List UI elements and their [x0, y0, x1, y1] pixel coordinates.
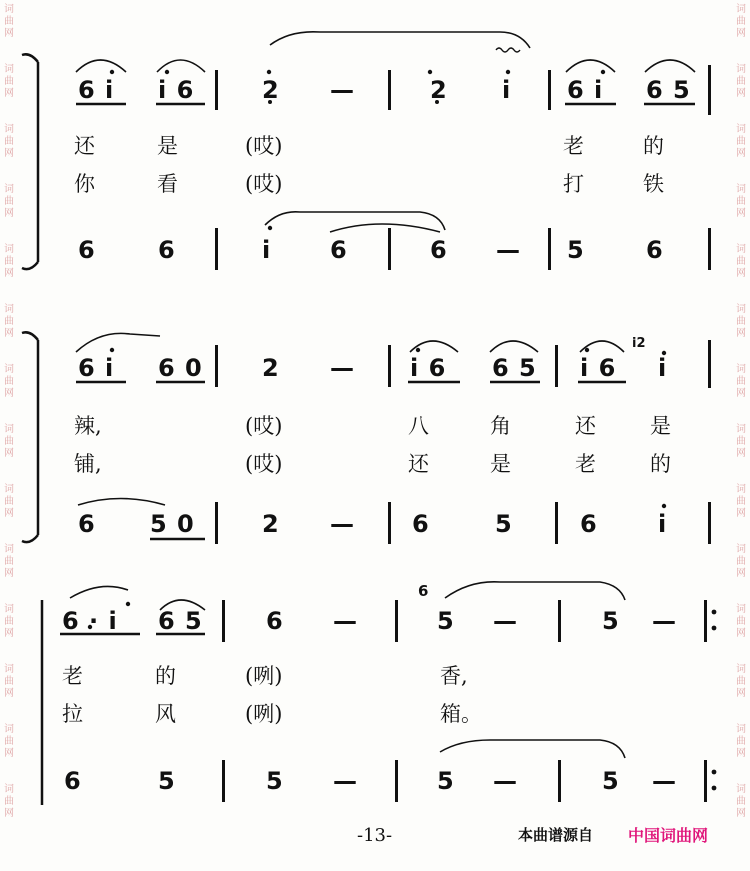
note: 5 [602, 767, 620, 795]
lyric: 的 [155, 664, 176, 688]
watermark-glyphs: 词 曲 网 [4, 364, 14, 399]
barline [555, 502, 558, 544]
note: 5 [602, 607, 620, 635]
watermark-glyphs: 词 曲 网 [736, 664, 746, 699]
note: 6 [646, 236, 664, 264]
repeat-barline [704, 760, 707, 802]
watermark-glyphs: 词 曲 网 [736, 304, 746, 339]
watermark-glyphs: 词 曲 网 [736, 484, 746, 519]
note: 2 [262, 510, 280, 538]
barline [558, 600, 561, 642]
lyric: 还 [408, 452, 429, 476]
note: 6 [412, 510, 430, 538]
note: 6 [64, 767, 82, 795]
lyric: 老 [575, 452, 596, 476]
barline [558, 760, 561, 802]
barline [215, 70, 218, 110]
note: 5 [266, 767, 284, 795]
note: 5 [158, 767, 176, 795]
dash: — [330, 510, 355, 538]
watermark-glyphs: 词 曲 网 [4, 544, 14, 579]
note: 2 [430, 76, 448, 104]
lyric: (咧) [245, 664, 283, 688]
note: 6 [266, 607, 284, 635]
lyric: 还 [74, 134, 95, 158]
lyric: 箱。 [440, 702, 482, 726]
watermark-glyphs: 词 曲 网 [736, 244, 746, 279]
dash: — [333, 767, 358, 795]
lyric: 是 [490, 452, 511, 476]
dash: — [652, 607, 677, 635]
lyric: 老 [62, 664, 83, 688]
note-group: 6 · i [62, 607, 118, 635]
note: 2 [262, 354, 280, 382]
watermark-glyphs: 词 曲 网 [4, 484, 14, 519]
note-group: 5 0 [150, 510, 195, 538]
barline [708, 65, 711, 115]
barline [395, 600, 398, 642]
barline [388, 70, 391, 110]
watermark-glyphs: 词 曲 网 [736, 424, 746, 459]
note: i [262, 236, 272, 264]
watermark-glyphs: 词 曲 网 [736, 364, 746, 399]
barline [388, 228, 391, 270]
note-group: 6 5 [646, 76, 691, 104]
note-group: i 6 [580, 354, 617, 382]
note: i [502, 76, 512, 104]
grace-note: 6 [418, 582, 429, 600]
lyric: 铺, [74, 452, 102, 476]
lyric: (哎) [245, 414, 283, 438]
note: 5 [495, 510, 513, 538]
lyric: 是 [650, 414, 671, 438]
lyric: 是 [157, 134, 178, 158]
dash: — [330, 354, 355, 382]
dash: — [496, 236, 521, 264]
note-group: i 6 [410, 354, 447, 382]
dash: — [493, 767, 518, 795]
watermark-glyphs: 词 曲 网 [736, 64, 746, 99]
lyric: 香, [440, 664, 468, 688]
lyric: 铁 [643, 172, 664, 196]
barline [708, 228, 711, 270]
watermark-glyphs: 词 曲 网 [736, 4, 746, 39]
note: 5 [437, 767, 455, 795]
lyric: 打 [563, 172, 584, 196]
lyric: 角 [490, 414, 511, 438]
watermark-glyphs: 词 曲 网 [4, 4, 14, 39]
note: 5 [567, 236, 585, 264]
lyric: 八 [408, 414, 429, 438]
note: 5 [437, 607, 455, 635]
dash: — [333, 607, 358, 635]
barline [222, 760, 225, 802]
barline [548, 228, 551, 270]
note-group: 6 0 [158, 354, 203, 382]
barline [215, 502, 218, 544]
watermark-glyphs: 词 曲 网 [736, 604, 746, 639]
dash: — [330, 76, 355, 104]
note-group: 6 i [78, 354, 115, 382]
source-label: 本曲谱源自 [518, 826, 594, 844]
watermark-glyphs: 词 曲 网 [736, 784, 746, 819]
watermark-glyphs: 词 曲 网 [4, 244, 14, 279]
note-group: 6 5 [158, 607, 203, 635]
watermark-glyphs: 词 曲 网 [4, 424, 14, 459]
barline [708, 502, 711, 544]
lyric: 你 [74, 172, 95, 196]
note-group: 6 i [567, 76, 604, 104]
watermark-glyphs: 词 曲 网 [4, 124, 14, 159]
watermark-glyphs: 词 曲 网 [4, 664, 14, 699]
barline [548, 70, 551, 110]
note: i [658, 354, 668, 382]
note: 6 [430, 236, 448, 264]
watermark-glyphs: 词 曲 网 [4, 304, 14, 339]
barline [395, 760, 398, 802]
lyric: 的 [643, 134, 664, 158]
repeat-barline [704, 600, 707, 642]
barline [215, 345, 218, 387]
watermark-glyphs: 词 曲 网 [4, 604, 14, 639]
note-group: 6 5 [492, 354, 537, 382]
note: 6 [158, 236, 176, 264]
barline [388, 345, 391, 387]
note: 6 [78, 236, 96, 264]
lyric: 拉 [62, 702, 83, 726]
watermark-glyphs: 词 曲 网 [736, 544, 746, 579]
note: 6 [78, 510, 96, 538]
grace-notes: i2 [632, 336, 646, 351]
note-group: i 6 [158, 76, 195, 104]
barline [215, 228, 218, 270]
barline [388, 502, 391, 544]
watermark-glyphs: 词 曲 网 [4, 784, 14, 819]
watermark-glyphs: 词 曲 网 [4, 724, 14, 759]
watermark-glyphs: 词 曲 网 [736, 184, 746, 219]
note: 2 [262, 76, 280, 104]
note-group: 6 i [78, 76, 115, 104]
lyric: (哎) [245, 172, 283, 196]
dash: — [652, 767, 677, 795]
watermark-glyphs: 词 曲 网 [4, 64, 14, 99]
lyric: 还 [575, 414, 596, 438]
watermark-glyphs: 词 曲 网 [736, 724, 746, 759]
note: 6 [580, 510, 598, 538]
site-name: 中国词曲网 [628, 826, 709, 845]
barline [708, 340, 711, 388]
lyric: 辣, [74, 414, 102, 438]
lyric: 风 [155, 702, 176, 726]
lyric: 老 [563, 134, 584, 158]
watermark-glyphs: 词 曲 网 [736, 124, 746, 159]
note: i [658, 510, 668, 538]
barline [222, 600, 225, 642]
page-number: -13- [357, 825, 393, 846]
lyric: (哎) [245, 134, 283, 158]
watermark-glyphs: 词 曲 网 [4, 184, 14, 219]
barline [555, 345, 558, 387]
lyric: (咧) [245, 702, 283, 726]
lyric: 的 [650, 452, 671, 476]
note: 6 [330, 236, 348, 264]
dash: — [493, 607, 518, 635]
lyric: 看 [157, 172, 178, 196]
lyric: (哎) [245, 452, 283, 476]
